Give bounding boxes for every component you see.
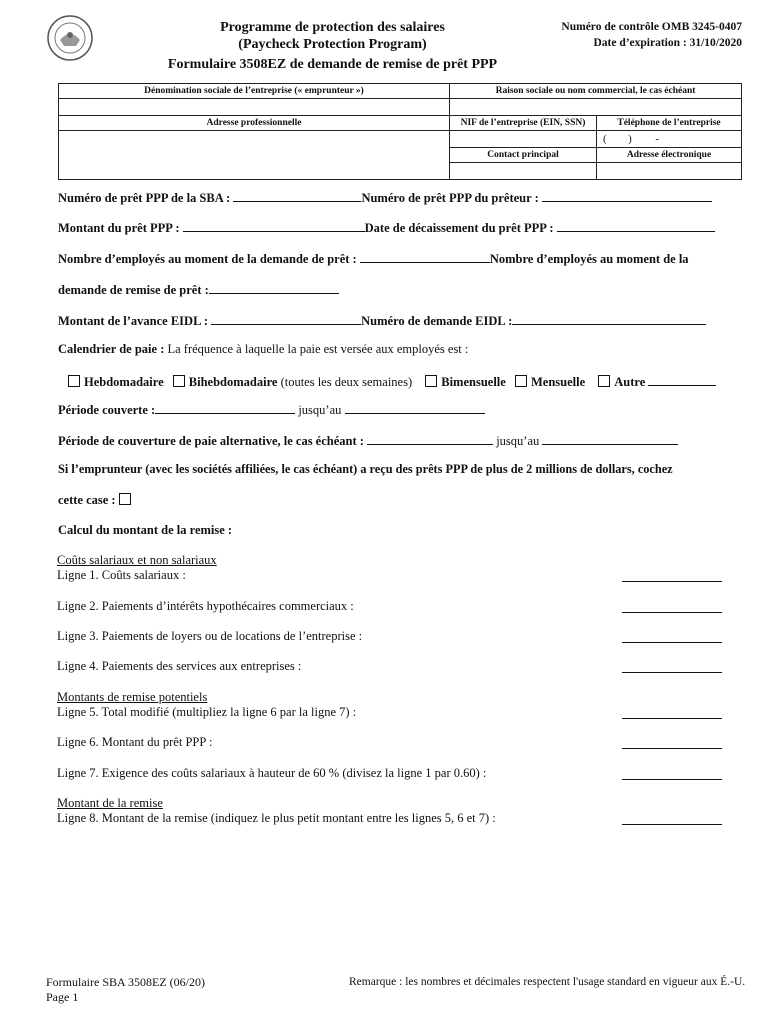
payroll-schedule-desc: La fréquence à laquelle la paie est versée aux employés est :: [167, 342, 469, 356]
line-5-input[interactable]: [622, 717, 722, 719]
disbursement-date-label: Date de décaissement du prêt PPP :: [364, 221, 554, 235]
sba-loan-number-label: Numéro de prêt PPP de la SBA :: [58, 191, 231, 205]
section-forgiveness: Montant de la remise: [57, 796, 163, 810]
alt-period-through: jusqu’au: [496, 434, 540, 448]
footer-note: Remarque : les nombres et décimales respectent l'usage standard en vigueur aux É.-U.: [349, 976, 746, 988]
business-name-field[interactable]: [59, 99, 450, 116]
line-6-input[interactable]: [622, 747, 722, 749]
line-5-label: Ligne 5. Total modifié (multipliez la ligne 6 par la ligne 7) :: [57, 705, 357, 719]
line-2-label: Ligne 2. Paiements d’intérêts hypothécaires commerciaux :: [57, 599, 354, 613]
loan-amount-input[interactable]: [183, 219, 365, 232]
loan-number-line: [58, 189, 712, 206]
email-header: Adresse électronique: [597, 148, 742, 163]
line-8-input[interactable]: [622, 823, 722, 825]
dba-field[interactable]: [450, 99, 742, 116]
covered-period-through: jusqu’au: [298, 403, 342, 417]
line-4-input[interactable]: [622, 671, 722, 673]
phone-header: Téléphone de l’entreprise: [597, 116, 742, 131]
tin-field[interactable]: [450, 131, 597, 148]
contact-header: Contact principal: [450, 148, 597, 163]
disbursement-date-input[interactable]: [557, 219, 715, 232]
employees-application-label: Nombre d’employés au moment de la demande de prêt :: [58, 252, 357, 266]
line-6-label: Ligne 6. Montant du prêt PPP :: [57, 735, 213, 749]
line-1-input[interactable]: [622, 580, 722, 582]
expiration-date: Date d’expiration : 31/10/2020: [593, 37, 742, 49]
eidl-application-input[interactable]: [512, 312, 706, 325]
lender-loan-number-input[interactable]: [542, 189, 712, 202]
tin-header: NIF de l’entreprise (EIN, SSN): [450, 116, 597, 131]
other-checkbox[interactable]: [598, 375, 610, 387]
payroll-schedule-line: [58, 342, 468, 357]
covered-period-label: Période couverte :: [58, 403, 156, 417]
line-7-input[interactable]: [622, 778, 722, 780]
line-3-label: Ligne 3. Paiements de loyers ou de locations de l’entreprise :: [57, 629, 363, 643]
biweekly-note: (toutes les deux semaines): [280, 375, 413, 389]
pay-frequency-options: [68, 373, 716, 390]
payroll-schedule-label: Calendrier de paie :: [58, 342, 165, 356]
monthly-checkbox[interactable]: [515, 375, 527, 387]
over-2m-line: Si l’emprunteur (avec les sociétés affiliées, le cas échéant) a reçu des prêts PPP de plus de 2 millions de dollars, cochez: [58, 462, 673, 476]
phone-mask-open: (: [603, 133, 607, 145]
line-4-label: Ligne 4. Paiements des services aux entreprises :: [57, 659, 302, 673]
semimonthly-label: Bimensuelle: [441, 375, 506, 389]
dba-header: Raison sociale ou nom commercial, le cas échéant: [450, 84, 742, 99]
address-field[interactable]: [59, 131, 450, 180]
section-costs: Coûts salariaux et non salariaux: [57, 553, 217, 567]
footer-form-id: Formulaire SBA 3508EZ (06/20): [46, 975, 205, 989]
eidl-advance-label: Montant de l’avance EIDL :: [58, 314, 208, 328]
eidl-advance-input[interactable]: [211, 312, 361, 325]
covered-period-line: [58, 401, 485, 418]
employees-forgiveness-line: [58, 281, 339, 298]
line-2-input[interactable]: [622, 611, 722, 613]
omb-number: Numéro de contrôle OMB 3245-0407: [561, 21, 742, 33]
line-8-label: Ligne 8. Montant de la remise (indiquez le plus petit montant entre les lignes 5, 6 et 7) :: [57, 811, 496, 825]
alt-covered-period-label: Période de couverture de paie alternative, le cas échéant :: [58, 434, 364, 448]
sba-loan-number-input[interactable]: [233, 189, 361, 202]
phone-mask-dash: -: [655, 133, 660, 145]
line-7-label: Ligne 7. Exigence des coûts salariaux à hauteur de 60 % (divisez la ligne 1 par 0.60) :: [57, 766, 487, 780]
address-header: Adresse professionnelle: [59, 116, 450, 131]
loan-amount-label: Montant du prêt PPP :: [58, 221, 180, 235]
weekly-checkbox[interactable]: [68, 375, 80, 387]
footer-page-number: Page 1: [46, 990, 79, 1004]
monthly-label: Mensuelle: [530, 375, 586, 389]
loan-amount-line: [58, 219, 715, 236]
alt-period-start-input[interactable]: [367, 432, 493, 445]
over-2m-checkbox[interactable]: [119, 493, 131, 505]
line-3-input[interactable]: [622, 641, 722, 643]
alt-covered-period-line: [58, 432, 678, 449]
contact-field[interactable]: [450, 163, 597, 180]
employees-forgiveness-label-b: demande de remise de prêt :: [58, 283, 209, 297]
employees-forgiveness-input[interactable]: [209, 281, 339, 294]
section-potential: Montants de remise potentiels: [57, 690, 208, 704]
phone-field[interactable]: [597, 131, 742, 148]
covered-period-start-input[interactable]: [155, 401, 295, 414]
business-name-header: Dénomination sociale de l’entreprise (« emprunteur »): [59, 84, 450, 99]
over-2m-checkbox-line: [58, 493, 135, 508]
lender-loan-number-label: Numéro de prêt PPP du prêteur :: [361, 191, 539, 205]
borrower-info-table: [58, 83, 742, 180]
alt-period-end-input[interactable]: [542, 432, 678, 445]
semimonthly-checkbox[interactable]: [425, 375, 437, 387]
biweekly-label: Bihebdomadaire: [188, 375, 278, 389]
line-1-label: Ligne 1. Coûts salariaux :: [57, 568, 186, 582]
form-subtitle: Formulaire 3508EZ de demande de remise de prêt PPP: [167, 57, 498, 72]
covered-period-end-input[interactable]: [345, 401, 485, 414]
employees-line: [58, 250, 689, 267]
email-field[interactable]: [597, 163, 742, 180]
calc-title: Calcul du montant de la remise :: [58, 523, 233, 537]
other-label: Autre: [614, 375, 646, 389]
form-title-line2: (Paycheck Protection Program): [238, 37, 427, 52]
over-2m-label: cette case :: [58, 493, 116, 507]
eidl-application-label: Numéro de demande EIDL :: [361, 314, 513, 328]
phone-mask-close: ): [628, 133, 632, 145]
biweekly-checkbox[interactable]: [173, 375, 185, 387]
other-input[interactable]: [648, 373, 716, 386]
employees-forgiveness-label-a: Nombre d’employés au moment de la: [489, 252, 689, 266]
form-title-line1: Programme de protection des salaires: [220, 20, 445, 35]
weekly-label: Hebdomadaire: [84, 375, 164, 389]
employees-application-input[interactable]: [360, 250, 490, 263]
eidl-line: [58, 312, 706, 329]
